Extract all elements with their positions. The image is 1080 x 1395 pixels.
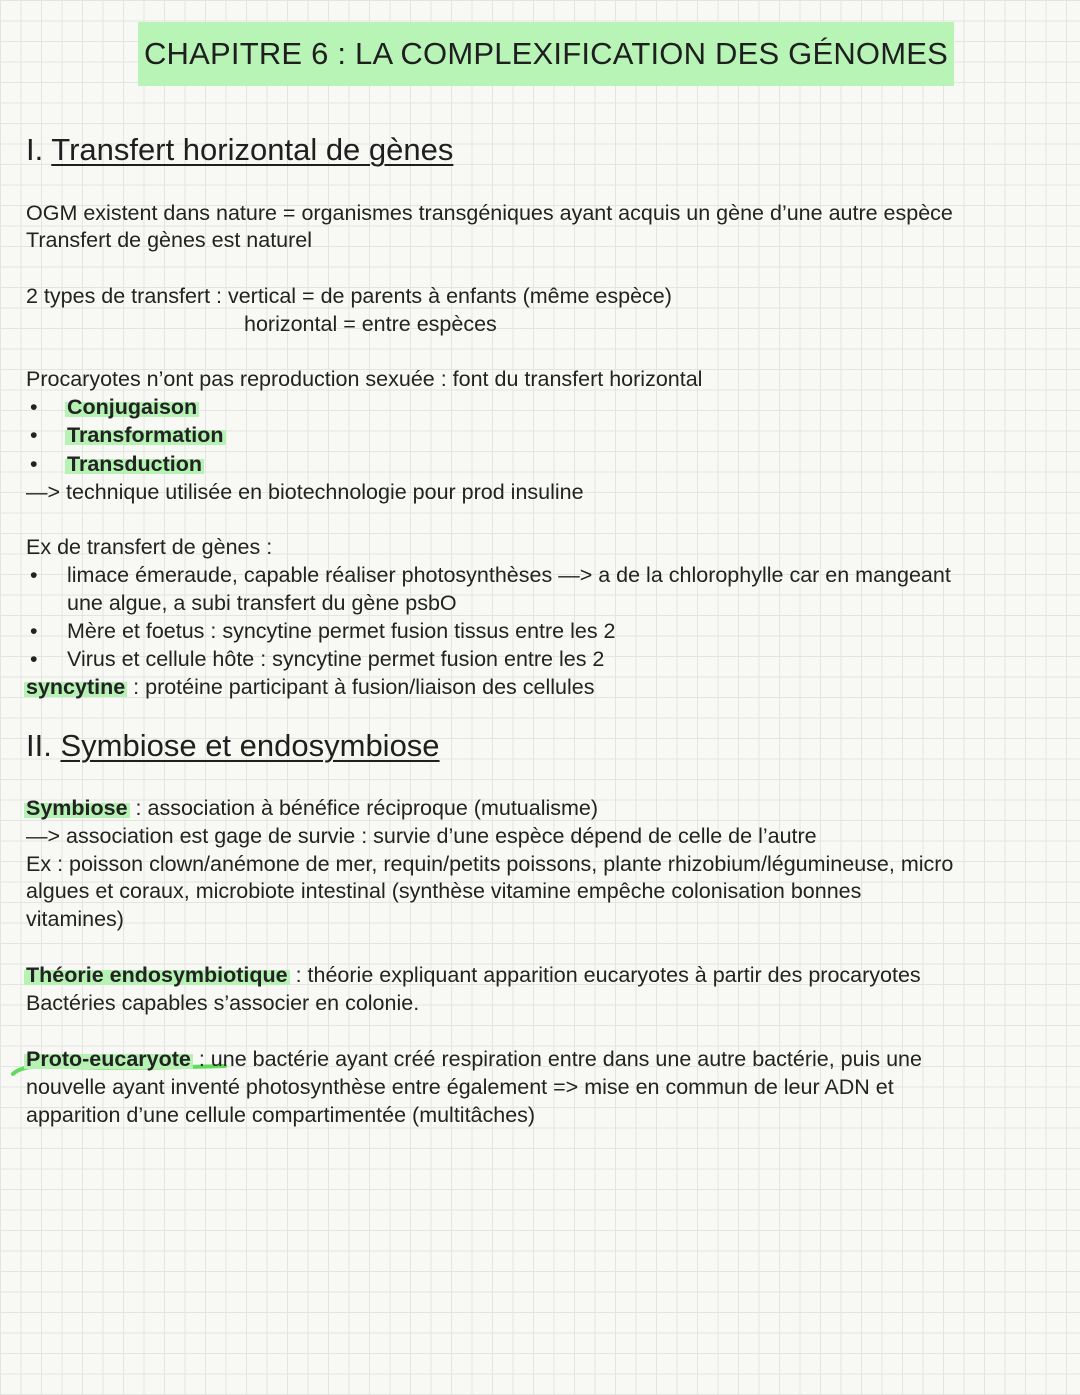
example-limace-line-1: limace émeraude, capable réaliser photosynthèses —> a de la chlorophylle car en mangeant — [67, 563, 951, 587]
section-1-heading — [26, 132, 453, 168]
syncytine-definition — [26, 673, 595, 701]
proto-line-2: nouvelle ayant inventé photosynthèse entre également => mise en commun de leur ADN et — [26, 1075, 894, 1099]
proto-line-3: apparition d’une cellule compartimentée (multitâches) — [26, 1103, 536, 1127]
procaryotes-intro: Procaryotes n’ont pas reproduction sexuée : font du transfert horizontal — [26, 367, 703, 391]
example-limace-line-2: une algue, a subi transfert du gène psbO — [67, 591, 457, 615]
bullet-icon: • — [30, 647, 38, 671]
bullet-icon: • — [30, 395, 38, 419]
term-syncytine: syncytine — [26, 675, 126, 699]
types-vertical-line: 2 types de transfert : vertical = de parents à enfants (même espèce) — [26, 284, 672, 308]
example-mere-foetus: Mère et foetus : syncytine permet fusion tissus entre les 2 — [67, 619, 616, 643]
theorie-def-text: : théorie expliquant apparition eucaryotes à partir des procaryotes — [289, 963, 921, 987]
symbiose-ex-line-1: Ex : poisson clown/anémone de mer, requin/petits poissons, plante rhizobium/légumineuse, micro — [26, 852, 954, 876]
list-item-transduction — [67, 450, 204, 478]
proto-definition — [26, 1045, 922, 1073]
biotech-note: —> technique utilisée en biotechnologie pour prod insuline — [26, 480, 584, 504]
symbiose-note: —> association est gage de survie : survie d’une espèce dépend de celle de l’autre — [26, 824, 817, 848]
term-symbiose: Symbiose — [26, 796, 128, 820]
symbiose-def-text: : association à bénéfice réciproque (mutualisme) — [129, 796, 599, 820]
examples-intro: Ex de transfert de gènes : — [26, 535, 273, 559]
term-transformation: Transformation — [67, 423, 224, 447]
bullet-icon: • — [30, 423, 38, 447]
bullet-icon: • — [30, 563, 38, 587]
section-2-heading — [26, 728, 440, 764]
symbiose-definition — [26, 794, 598, 822]
term-conjugaison: Conjugaison — [67, 395, 198, 419]
proto-def-text: : une bactérie ayant créé respiration entre dans une autre bactérie, puis une — [192, 1047, 922, 1071]
bacteries-line: Bactéries capables s’associer en colonie. — [26, 991, 420, 1015]
section-1-title: Transfert horizontal de gènes — [51, 132, 454, 167]
symbiose-ex-line-3: vitamines) — [26, 907, 124, 931]
bullet-icon: • — [30, 619, 38, 643]
types-horizontal-line: horizontal = entre espèces — [244, 312, 497, 336]
section-1-number: I. — [26, 132, 44, 167]
symbiose-ex-line-2: algues et coraux, microbiote intestinal (synthèse vitamine empêche colonisation bonnes — [26, 879, 862, 903]
syncytine-def-text: : protéine participant à fusion/liaison des cellules — [127, 675, 595, 699]
chapter-title-box — [138, 22, 954, 86]
theorie-definition — [26, 961, 921, 989]
section-2-title: Symbiose et endosymbiose — [60, 728, 440, 763]
bullet-icon: • — [30, 452, 38, 476]
term-proto-eucaryote: Proto-eucaryote — [26, 1047, 191, 1071]
list-item-conjugaison — [67, 393, 199, 421]
example-virus: Virus et cellule hôte : syncytine permet fusion entre les 2 — [67, 647, 605, 671]
transfert-naturel-line: Transfert de gènes est naturel — [26, 228, 313, 252]
ogm-line: OGM existent dans nature = organismes transgéniques ayant acquis un gène d’une autre espèce — [26, 201, 953, 225]
chapter-title: CHAPITRE 6 : LA COMPLEXIFICATION DES GÉNOMES — [143, 36, 949, 71]
list-item-transformation — [67, 421, 226, 449]
section-2-number: II. — [26, 728, 52, 763]
term-transduction: Transduction — [67, 452, 202, 476]
term-theorie: Théorie endosymbiotique — [26, 963, 288, 987]
